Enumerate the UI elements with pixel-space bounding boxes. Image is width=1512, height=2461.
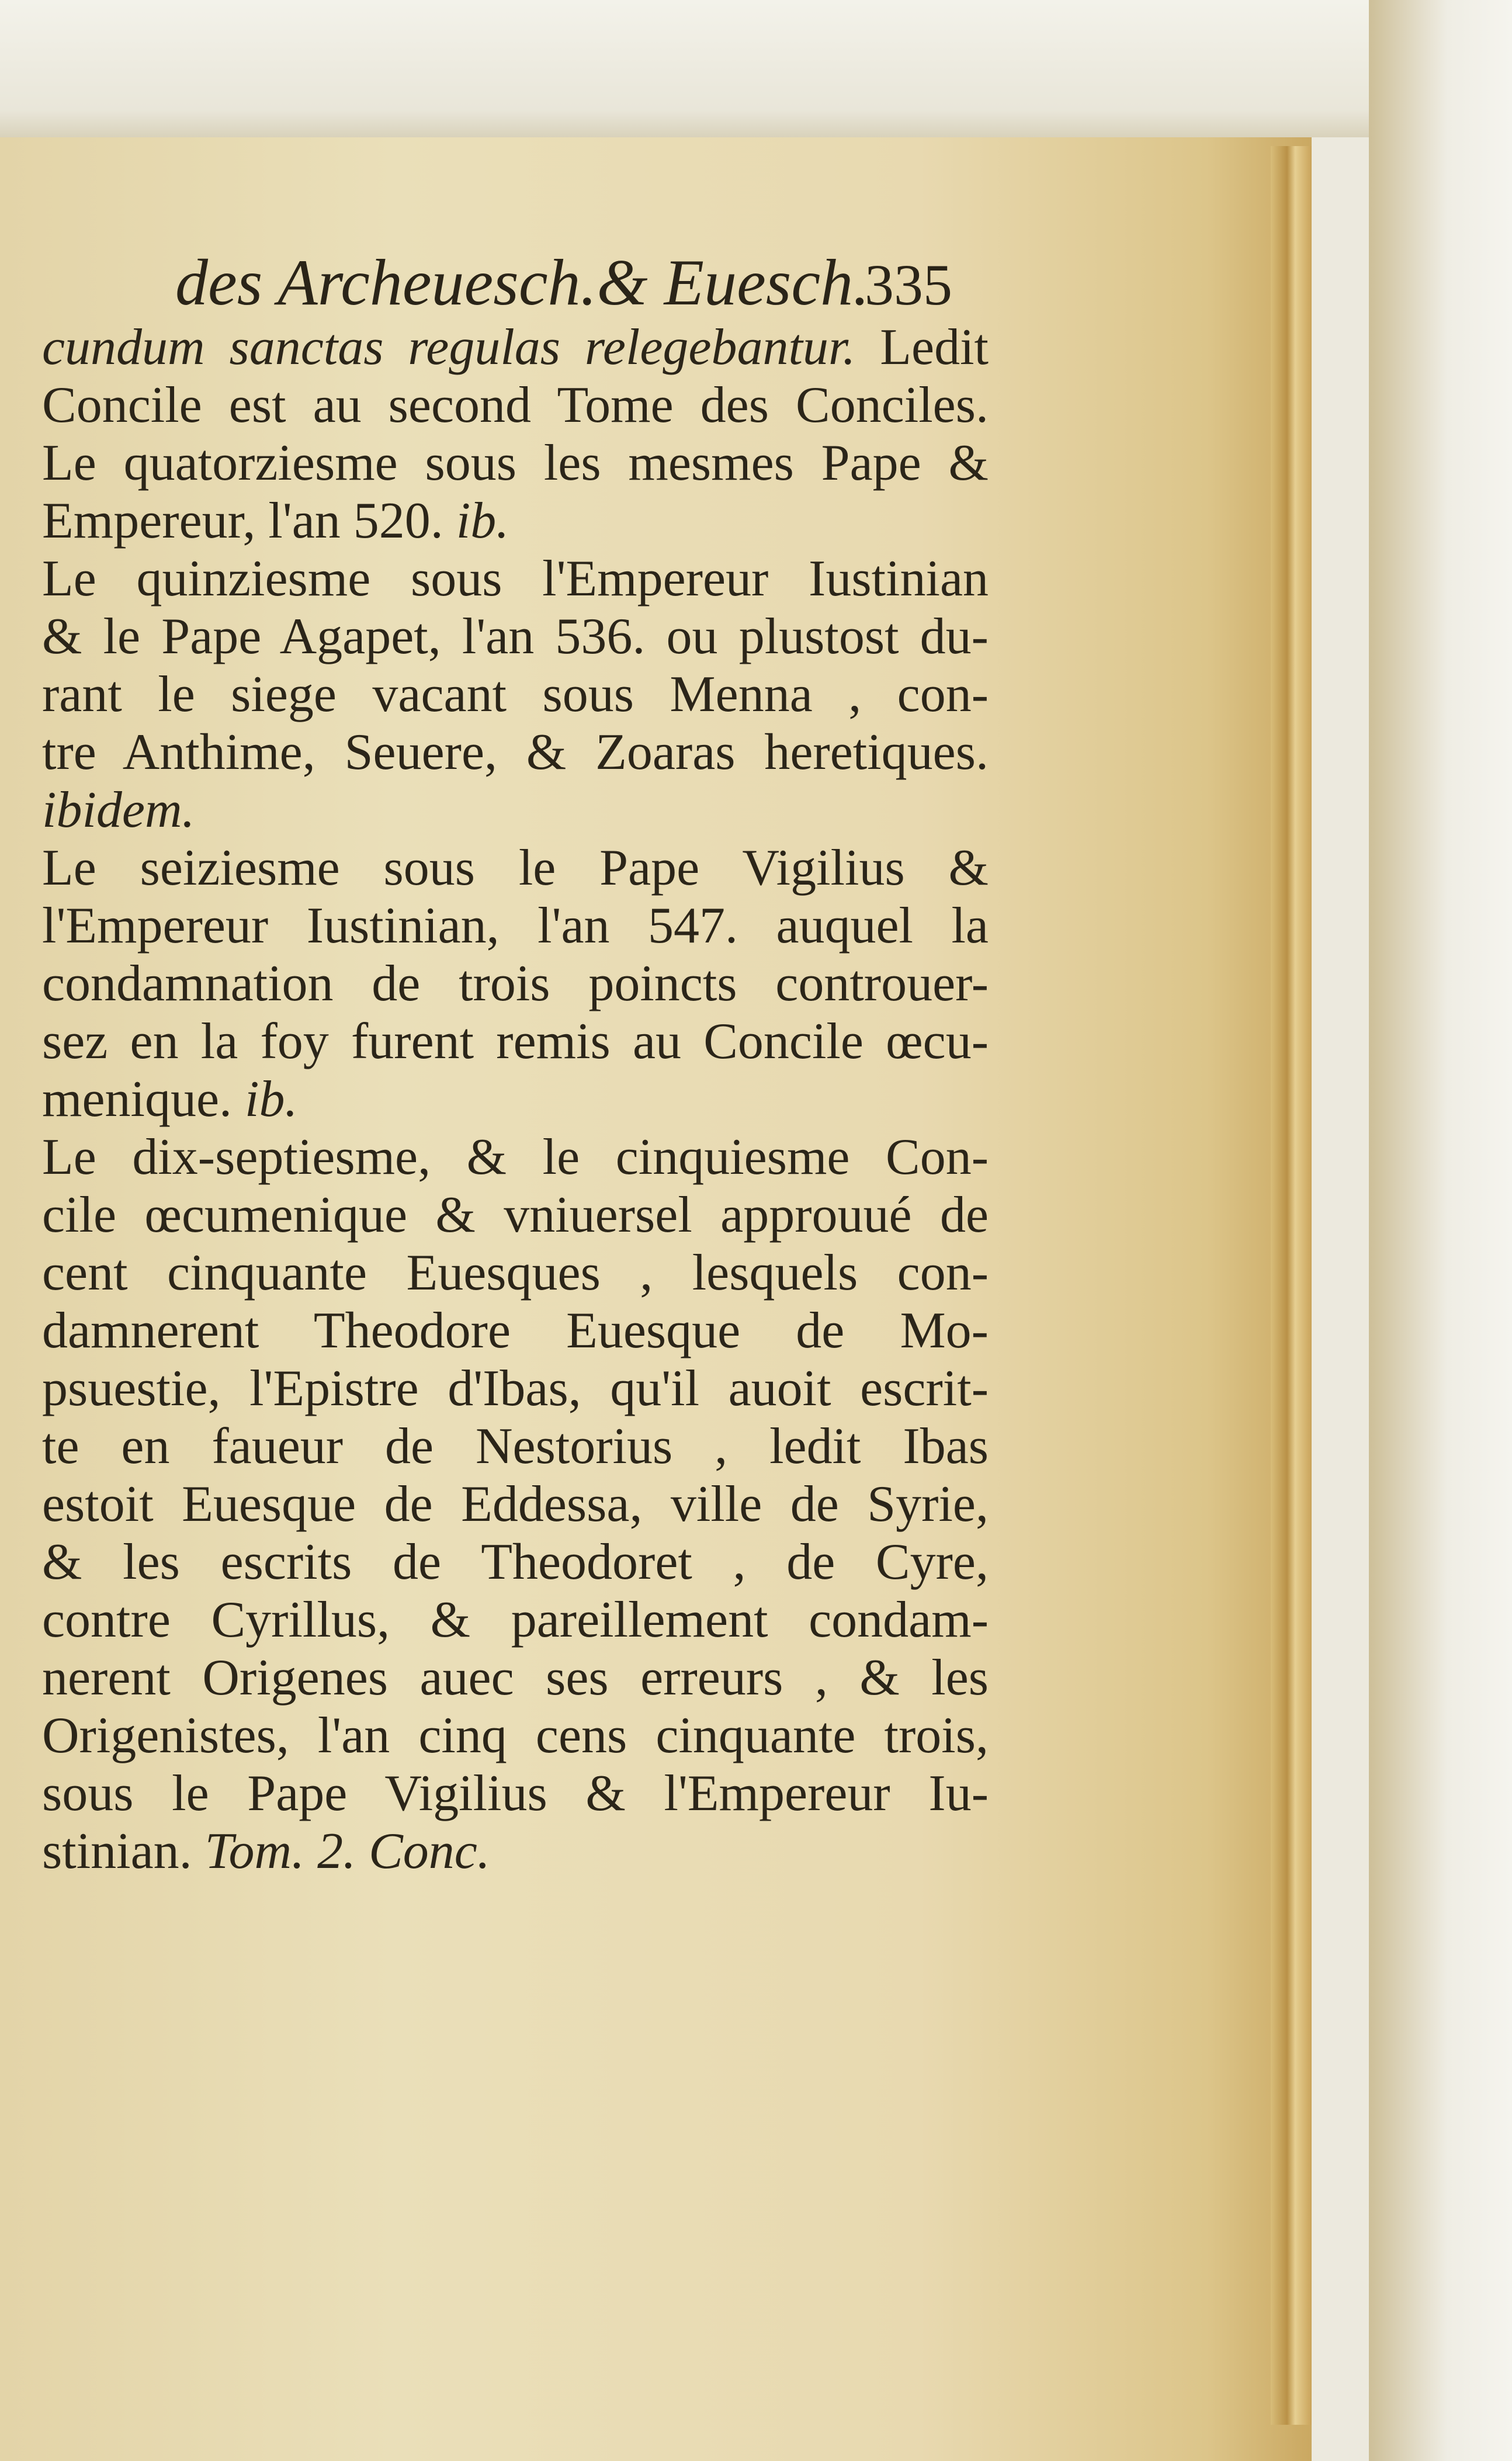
text-line: cundum sanctas regulas relegebantur. Ledit — [42, 319, 989, 376]
running-title: des Archeuesch.& Euesch. — [175, 247, 870, 319]
text-line: tre Anthime, Seuere, & Zoaras heretiques. — [42, 724, 989, 781]
text-line: l'Empereur Iustinian, l'an 547. auquel la — [42, 897, 989, 954]
text-line: estoit Euesque de Eddessa, ville de Syrie, — [42, 1476, 989, 1533]
text-line: contre Cyrillus, & pareillement condam- — [42, 1592, 989, 1648]
text-line: Le quatorziesme sous les mesmes Pape & — [42, 435, 989, 491]
scan-background-right — [1369, 0, 1512, 2461]
body-text — [42, 318, 989, 1880]
text-line: psuestie, l'Epistre d'Ibas, qu'il auoit escrit- — [42, 1360, 989, 1417]
text-line: Empereur, l'an 520. ib. — [42, 493, 509, 549]
text-line: menique. ib. — [42, 1071, 298, 1128]
text-line: cent cinquante Euesques , lesquels con- — [42, 1245, 989, 1301]
page-edge — [1271, 146, 1312, 2425]
text-line: sous le Pape Vigilius & l'Empereur Iu- — [42, 1765, 989, 1822]
text-line: Le seiziesme sous le Pape Vigilius & — [42, 840, 989, 896]
scan-background-top — [0, 0, 1512, 137]
text-line: stinian. Tom. 2. Conc. — [42, 1823, 490, 1880]
text-line: nerent Origenes auec ses erreurs , & les — [42, 1649, 989, 1706]
text-line: rant le siege vacant sous Menna , con- — [42, 666, 989, 723]
text-line: condamnation de trois poincts controuer- — [42, 955, 989, 1012]
page-number: 335 — [865, 252, 952, 317]
text-line: Concile est au second Tome des Conciles. — [42, 377, 989, 434]
text-line: sez en la foy furent remis au Concile œcu- — [42, 1013, 989, 1070]
text-line: ibidem. — [42, 782, 195, 838]
text-line: & les escrits de Theodoret , de Cyre, — [42, 1534, 989, 1590]
text-line: Le quinziesme sous l'Empereur Iustinian — [42, 550, 989, 607]
text-line: cile œcumenique & vniuersel approuué de — [42, 1187, 989, 1243]
text-line: damnerent Theodore Euesque de Mo- — [42, 1302, 989, 1359]
text-line: Le dix-septiesme, & le cinquiesme Con- — [42, 1129, 989, 1186]
text-line: te en faueur de Nestorius , ledit Ibas — [42, 1418, 989, 1475]
text-line: Origenistes, l'an cinq cens cinquante trois, — [42, 1707, 989, 1764]
text-line: & le Pape Agapet, l'an 536. ou plustost du- — [42, 608, 989, 665]
